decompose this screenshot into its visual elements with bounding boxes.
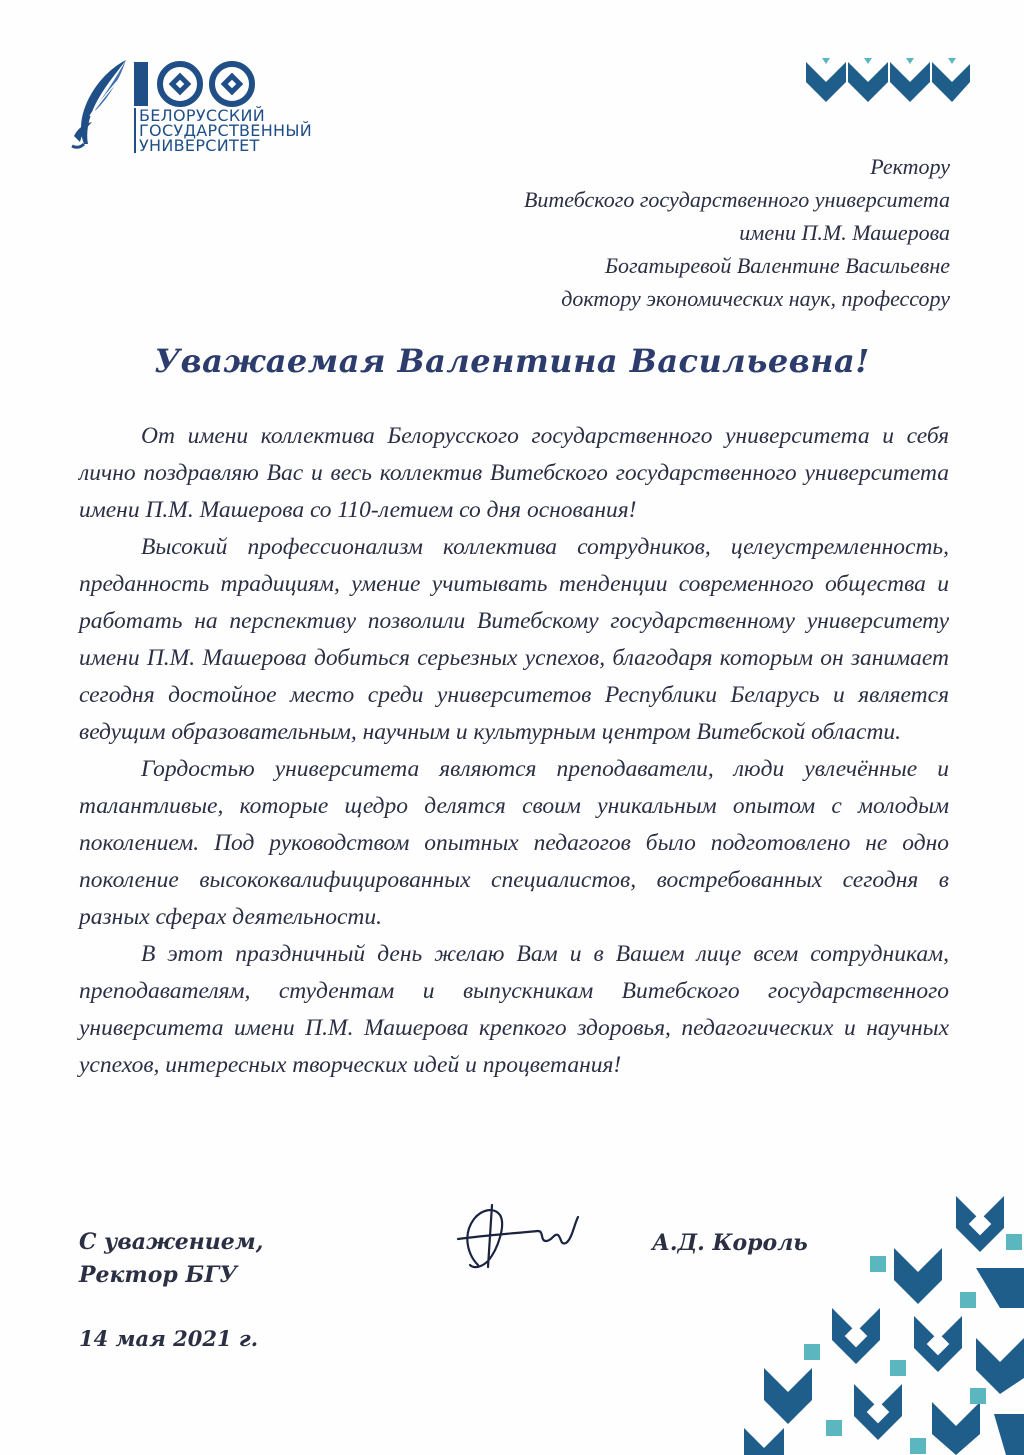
closing-title: Ректор БГУ	[79, 1262, 238, 1288]
addressee-line: Ректору	[870, 154, 950, 179]
bsu-logo	[70, 58, 330, 154]
paragraph: В этот праздничный день желаю Вам и в Вашем лице всем сотрудникам, преподавателям, студентам и выпускникам Витебского государственного университета имени П.М. Машерова крепкого здоровья, педагогических и научных успехов, интересных творческих идей и процветания!	[79, 941, 949, 1078]
letter-date: 14 мая 2021 г.	[79, 1326, 259, 1351]
logo-wordmark	[134, 108, 339, 153]
feather-icon	[70, 58, 134, 150]
centenary-100-emblem	[132, 58, 312, 110]
letter-body	[79, 418, 949, 1084]
addressee-line: Витебского государственного университета	[523, 187, 950, 212]
paragraph: Гордостью университета являются преподаватели, люди увлечённые и талантливые, которые щедро делятся своим уникальным опытом с молодым поколением. Под руководством опытных педагогов было подготовлено не одно поколение высококвалифицированных специалистов, востребованных сегодня в разных сферах деятельности.	[79, 756, 949, 930]
addressee-line: Богатыревой Валентине Васильевне	[605, 253, 950, 278]
paragraph: Высокий профессионализм коллектива сотрудников, целеустремленность, преданность традициям, умение учитывать тенденции современного общества и работать на перспективу позволили Витебскому государственному университету имени П.М. Машерова добиться серьезных успехов, благодаря которым он занимает сегодня достойное место среди университетов Республики Беларусь и является ведущим образовательным, научным и культурным центром Витебской области.	[79, 534, 949, 745]
closing-block	[79, 1226, 263, 1292]
addressee-line: доктору экономических наук, профессору	[561, 286, 950, 311]
ornament-top-pattern	[806, 58, 970, 106]
logo-line: УНИВЕРСИТЕТ	[139, 136, 260, 155]
paragraph: От имени коллектива Белорусского государственного университета и себя лично поздравляю Вас и весь коллектив Витебского государственного университета имени П.М. Машерова со 110-летием со дня основания!	[79, 423, 949, 523]
salutation: Уважаемая Валентина Васильевна!	[154, 342, 870, 380]
logo-line: ГОСУДАРСТВЕННЫЙ	[139, 121, 313, 140]
handwritten-signature	[448, 1195, 598, 1275]
logo-line: БЕЛОРУССКИЙ	[139, 106, 266, 125]
ornament-bottom-pattern	[744, 1188, 1024, 1455]
addressee-block	[390, 150, 950, 315]
closing-regards: С уважением,	[79, 1229, 264, 1255]
addressee-line: имени П.М. Машерова	[739, 220, 950, 245]
signer-name: А.Д. Король	[652, 1230, 808, 1256]
